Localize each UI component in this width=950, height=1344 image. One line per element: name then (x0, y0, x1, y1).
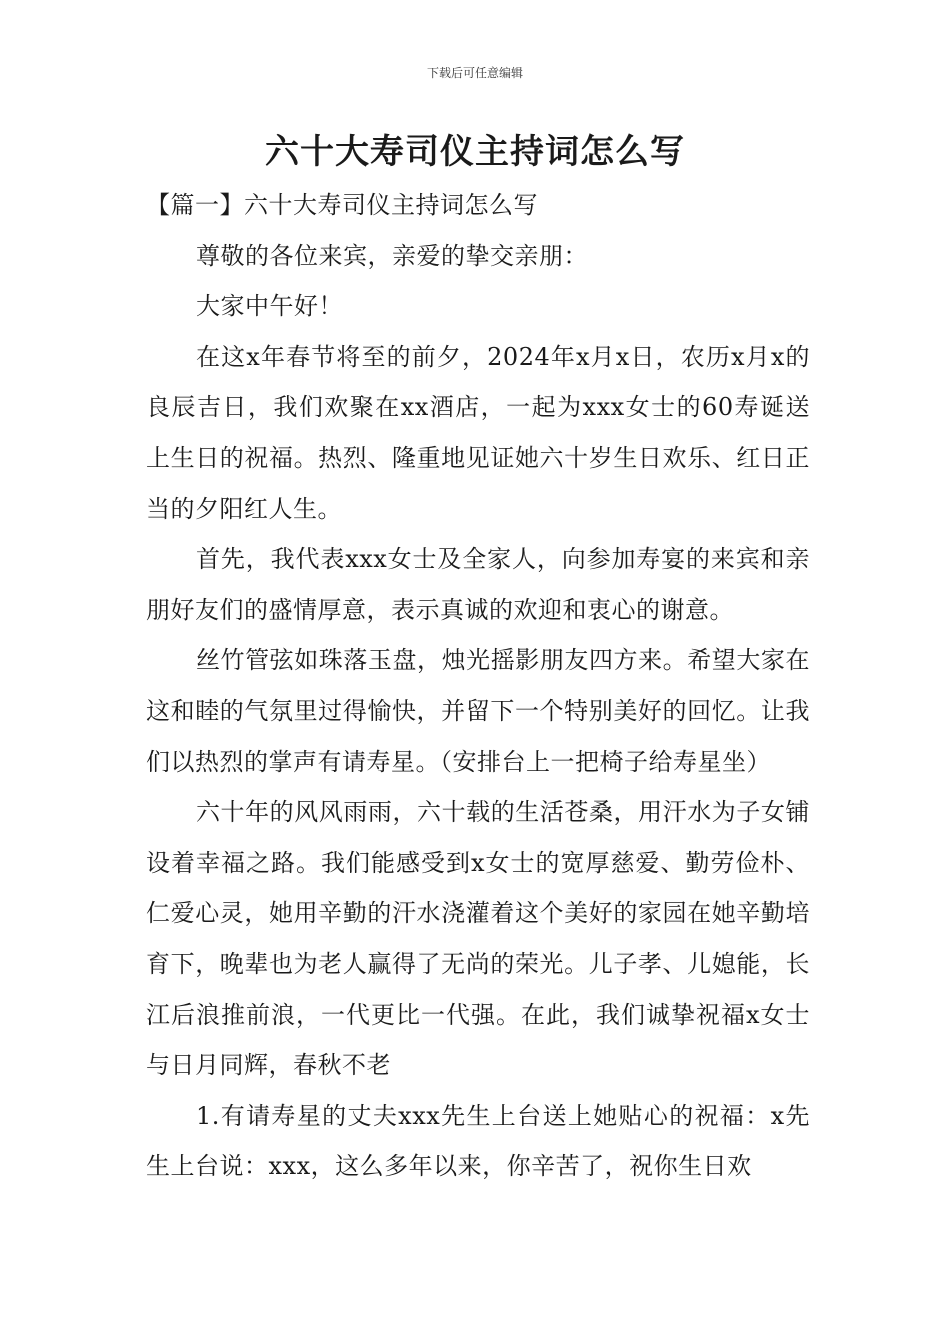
paragraph-thanks: 首先，我代表xxx女士及全家人，向参加寿宴的来宾和亲朋好友们的盛情厚意，表示真诚的欢迎和衷心的谢意。 (146, 545, 810, 624)
document-title: 六十大寿司仪主持词怎么写 (265, 132, 685, 172)
header-note: 下载后可任意编辑 (426, 66, 523, 80)
paragraph-husband-blessing: 1.有请寿星的丈夫xxx先生上台送上她贴心的祝福：x先生上台说：xxx，这么多年以来，你辛苦了，祝你生日欢 (146, 1101, 810, 1181)
document-body (146, 180, 810, 1192)
paragraph-noon-greeting: 大家中午好！ (196, 292, 343, 321)
paragraph-tribute: 六十年的风风雨雨，六十载的生活苍桑，用汗水为子女铺设着幸福之路。我们能感受到x女士的宽厚慈爱、勤劳俭朴、仁爱心灵，她用辛勤的汗水浇灌着这个美好的家园在她辛勤培育下，晚辈也为老人赢得了无尚的荣光。儿子孝、儿媳能，长江后浪推前浪，一代更比一代强。在此，我们诚挚祝福x女士与日月同辉，春秋不老 (146, 798, 810, 1080)
section-heading: 【篇一】六十大寿司仪主持词怎么写 (146, 191, 538, 219)
paragraph-greeting: 尊敬的各位来宾，亲爱的挚交亲朋： (196, 241, 588, 270)
paragraph-invite-guest-of-honor: 丝竹管弦如珠落玉盘，烛光摇影朋友四方来。希望大家在这和睦的气氛里过得愉快，并留下一个特别美好的回忆。让我们以热烈的掌声有请寿星。（安排台上一把椅子给寿星坐） (146, 646, 810, 776)
paragraph-occasion: 在这x年春节将至的前夕，2024年x月x日，农历x月x的良辰吉日，我们欢聚在xx酒店，一起为xxx女士的60寿诞送上生日的祝福。热烈、隆重地见证她六十岁生日欢乐、红日正当的夕阳红人生。 (146, 342, 810, 523)
